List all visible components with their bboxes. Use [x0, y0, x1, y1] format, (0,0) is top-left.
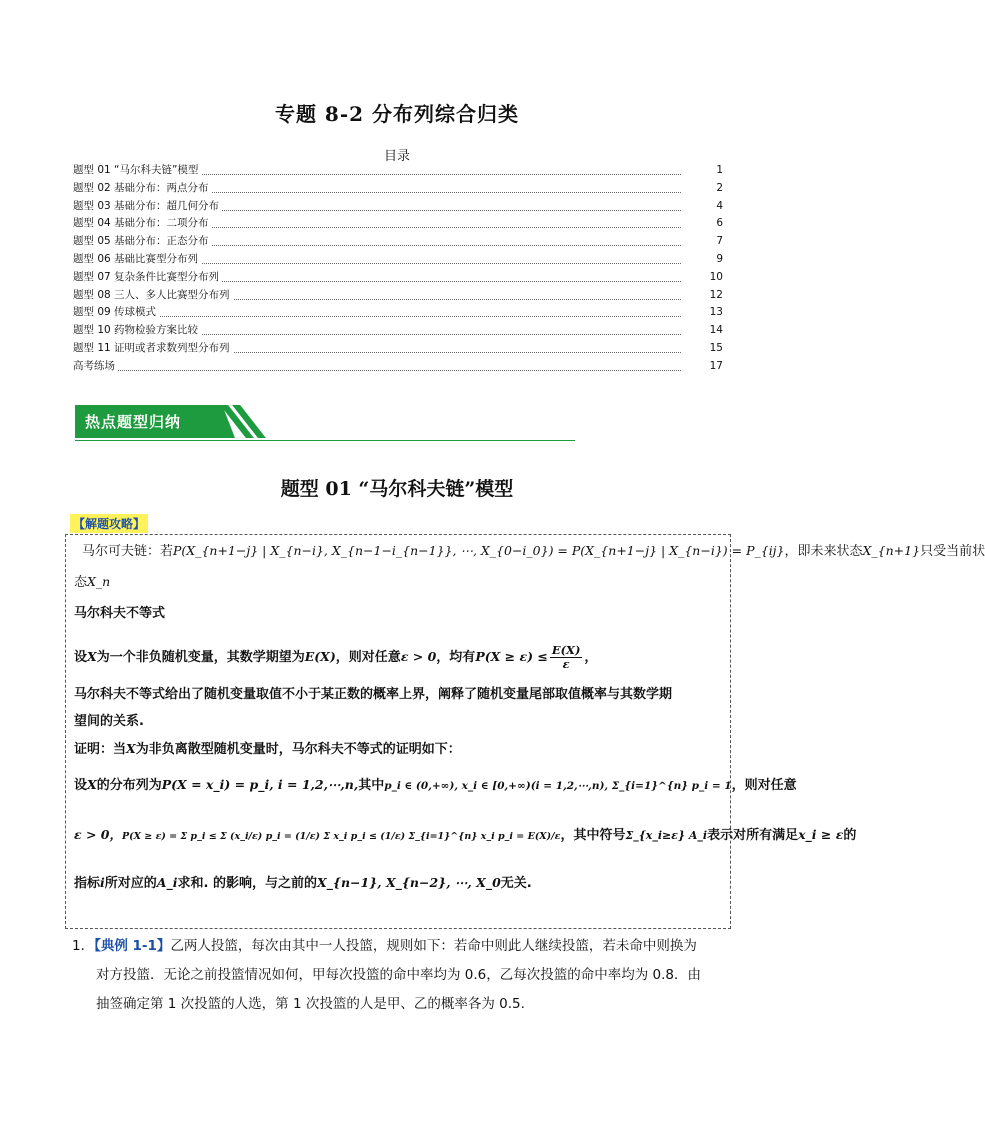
formula: ε > 0，	[74, 827, 122, 842]
text: ，	[584, 650, 598, 665]
formula: P(X ≥ ε) = Σ p_i ≤ Σ (x_i/ε) p_i = (1/ε) Σ x_i p_i ≤ (1/ε) Σ_{i=1}^{n} x_i p_i = E(X)/ε	[121, 831, 561, 842]
markov-inequality-statement	[74, 644, 597, 671]
toc-entry-page: 17	[709, 359, 723, 372]
text: ，则对任意	[731, 778, 797, 793]
question-text-line: 抽签确定第 1 次投篮的人选，第 1 次投篮的人是甲、乙的概率各为 0.5.	[96, 996, 525, 1012]
tip-box	[65, 534, 985, 929]
formula: X	[126, 741, 136, 756]
text: ，则对任意	[335, 650, 401, 665]
section-title: 题型 01 “马尔科夫链”模型	[280, 478, 514, 500]
formula: X_n	[87, 574, 111, 589]
markov-inequality-explanation-cont: 望间的关系.	[74, 714, 144, 729]
formula: P(X = x_i) = p_i, i = 1,2,⋯,n,	[161, 777, 359, 792]
formula: x_i ≥ ε	[798, 827, 844, 842]
text: 所对应的	[104, 876, 157, 891]
banner-underline	[75, 440, 575, 441]
toc-entry[interactable]	[73, 322, 723, 340]
proof-derivation	[74, 825, 856, 847]
text: 设	[74, 778, 88, 793]
toc-entry[interactable]	[73, 304, 723, 322]
toc-leader-dots	[73, 370, 681, 371]
toc-entry-page: 4	[716, 199, 723, 212]
formula: X	[87, 777, 97, 792]
formula: X_{n+1}	[862, 543, 921, 558]
markov-inequality-explanation: 马尔科夫不等式给出了随机变量取值不小于某正数的概率上界，阐释了随机变量尾部取值概率与其数学期	[74, 687, 673, 702]
section-banner	[75, 405, 575, 441]
toc-entry-label: 题型 07 复杂条件比赛型分布列	[73, 269, 222, 287]
toc-entry-page: 10	[709, 270, 723, 283]
text: 马尔可夫链：若	[82, 544, 174, 559]
toc-entry-label: 题型 08 三人、多人比赛型分布列	[73, 287, 233, 305]
toc-entry[interactable]	[73, 198, 723, 216]
toc-entry[interactable]	[73, 180, 723, 198]
toc-entry-label: 题型 01 “马尔科夫链”模型	[73, 162, 201, 180]
example-tag: 【典例 1-1】	[94, 938, 171, 954]
text: 只受当前状	[920, 544, 985, 559]
text: ，其中符号	[560, 828, 626, 843]
toc-entry-page: 13	[709, 306, 723, 319]
formula: ε > 0	[400, 649, 437, 664]
toc-entry-label: 题型 11 证明或者求数列型分布列	[73, 340, 233, 358]
formula: X	[87, 649, 97, 664]
text: 求和. 的影响，与之前的	[177, 876, 317, 891]
tip-tag: 【解题攻略】	[70, 514, 148, 533]
fraction	[550, 644, 583, 671]
toc-entry-label: 题型 09 传球模式	[73, 304, 159, 322]
toc-entry-label: 题型 03 基础分布：超几何分布	[73, 198, 222, 216]
formula: A_i	[156, 875, 178, 890]
toc-entry-page: 2	[716, 181, 723, 194]
text: 其中	[358, 778, 385, 793]
toc-entry-page: 6	[716, 217, 723, 230]
toc-entry-label: 题型 02 基础分布：两点分布	[73, 180, 212, 198]
toc-entry[interactable]	[73, 251, 723, 269]
proof-intro	[74, 739, 461, 760]
formula: X_{n−1}, X_{n−2}, ⋯, X_0	[316, 875, 501, 890]
toc-leader-dots	[73, 316, 681, 317]
formula: E(X)	[304, 649, 336, 664]
question-text-line: 对方投篮．无论之前投篮情况如何，甲每次投篮的命中率均为 0.6，乙每次投篮的命中率均为 0.8．由	[96, 967, 702, 983]
text: 指标	[74, 876, 101, 891]
example-question	[72, 933, 697, 960]
question-number: 1．	[72, 938, 95, 954]
text: ，即未来状态	[784, 544, 863, 559]
proof-distribution	[74, 775, 797, 796]
toc-entry[interactable]	[73, 269, 723, 287]
toc-entry[interactable]	[73, 358, 723, 376]
formula: Σ_{x_i≥ε} A_i	[625, 829, 708, 842]
text: ，均有	[436, 650, 476, 665]
text: 无关.	[500, 876, 532, 891]
toc-entry-label: 题型 05 基础分布：正态分布	[73, 233, 212, 251]
toc-entry-page: 7	[716, 235, 723, 248]
toc-entry[interactable]	[73, 162, 723, 180]
toc-entry-page: 15	[709, 341, 723, 354]
document-title: 专题 8-2 分布列综合归类	[274, 102, 520, 126]
toc-heading: 目录	[383, 149, 410, 164]
numerator: E(X)	[551, 643, 581, 657]
toc-entry-label: 题型 10 药物检验方案比较	[73, 322, 201, 340]
toc-entry-page: 12	[709, 288, 723, 301]
question-text: 乙两人投篮，每次由其中一人投篮，规则如下：若命中则此人继续投篮，若未命中则换为	[170, 938, 697, 954]
toc-entry[interactable]	[73, 287, 723, 305]
proof-conclusion	[74, 873, 532, 894]
formula: p_i ∈ (0,+∞), x_i ∈ [0,+∞)(i = 1,2,⋯,n), Σ_{i=1}^{n} p_i = 1	[384, 780, 732, 792]
text: 为一个非负随机变量，其数学期望为	[96, 650, 305, 665]
toc-entry-label: 题型 04 基础分布：二项分布	[73, 215, 212, 233]
text: 表示对所有满足	[707, 828, 799, 843]
formula: P(X_{n+1−j} | X_{n−i}, X_{n−1−i_{n−1}}, ⋯, X_{0−i_0}) = P(X_{n+1−j} | X_{n−i}) = P_{ij}	[173, 543, 785, 558]
text: 为非负离散型随机变量时，马尔科夫不等式的证明如下：	[135, 742, 461, 757]
formula: P(X ≥ ε) ≤	[475, 649, 548, 664]
toc-entry-page: 1	[716, 164, 723, 176]
toc-entry[interactable]	[73, 215, 723, 233]
text: 态	[74, 575, 88, 590]
formula: i	[100, 875, 105, 890]
text: 设	[74, 650, 88, 665]
markov-chain-definition-cont	[74, 572, 110, 593]
toc-entry-label: 题型 06 基础比赛型分布列	[73, 251, 201, 269]
toc-entry-page: 9	[716, 252, 723, 265]
toc-entry-label: 高考练场	[73, 358, 118, 376]
denominator: ε	[562, 657, 570, 671]
text: 证明：当	[74, 742, 127, 757]
text: 的	[843, 828, 857, 843]
toc-entry[interactable]	[73, 340, 723, 358]
toc-entry[interactable]	[73, 233, 723, 251]
table-of-contents	[73, 162, 723, 376]
toc-entry-page: 14	[709, 324, 723, 337]
banner-text: 热点题型归纳	[85, 413, 182, 431]
text: 的分布列为	[96, 778, 162, 793]
markov-chain-definition	[82, 541, 985, 562]
markov-inequality-heading: 马尔科夫不等式	[74, 606, 166, 621]
